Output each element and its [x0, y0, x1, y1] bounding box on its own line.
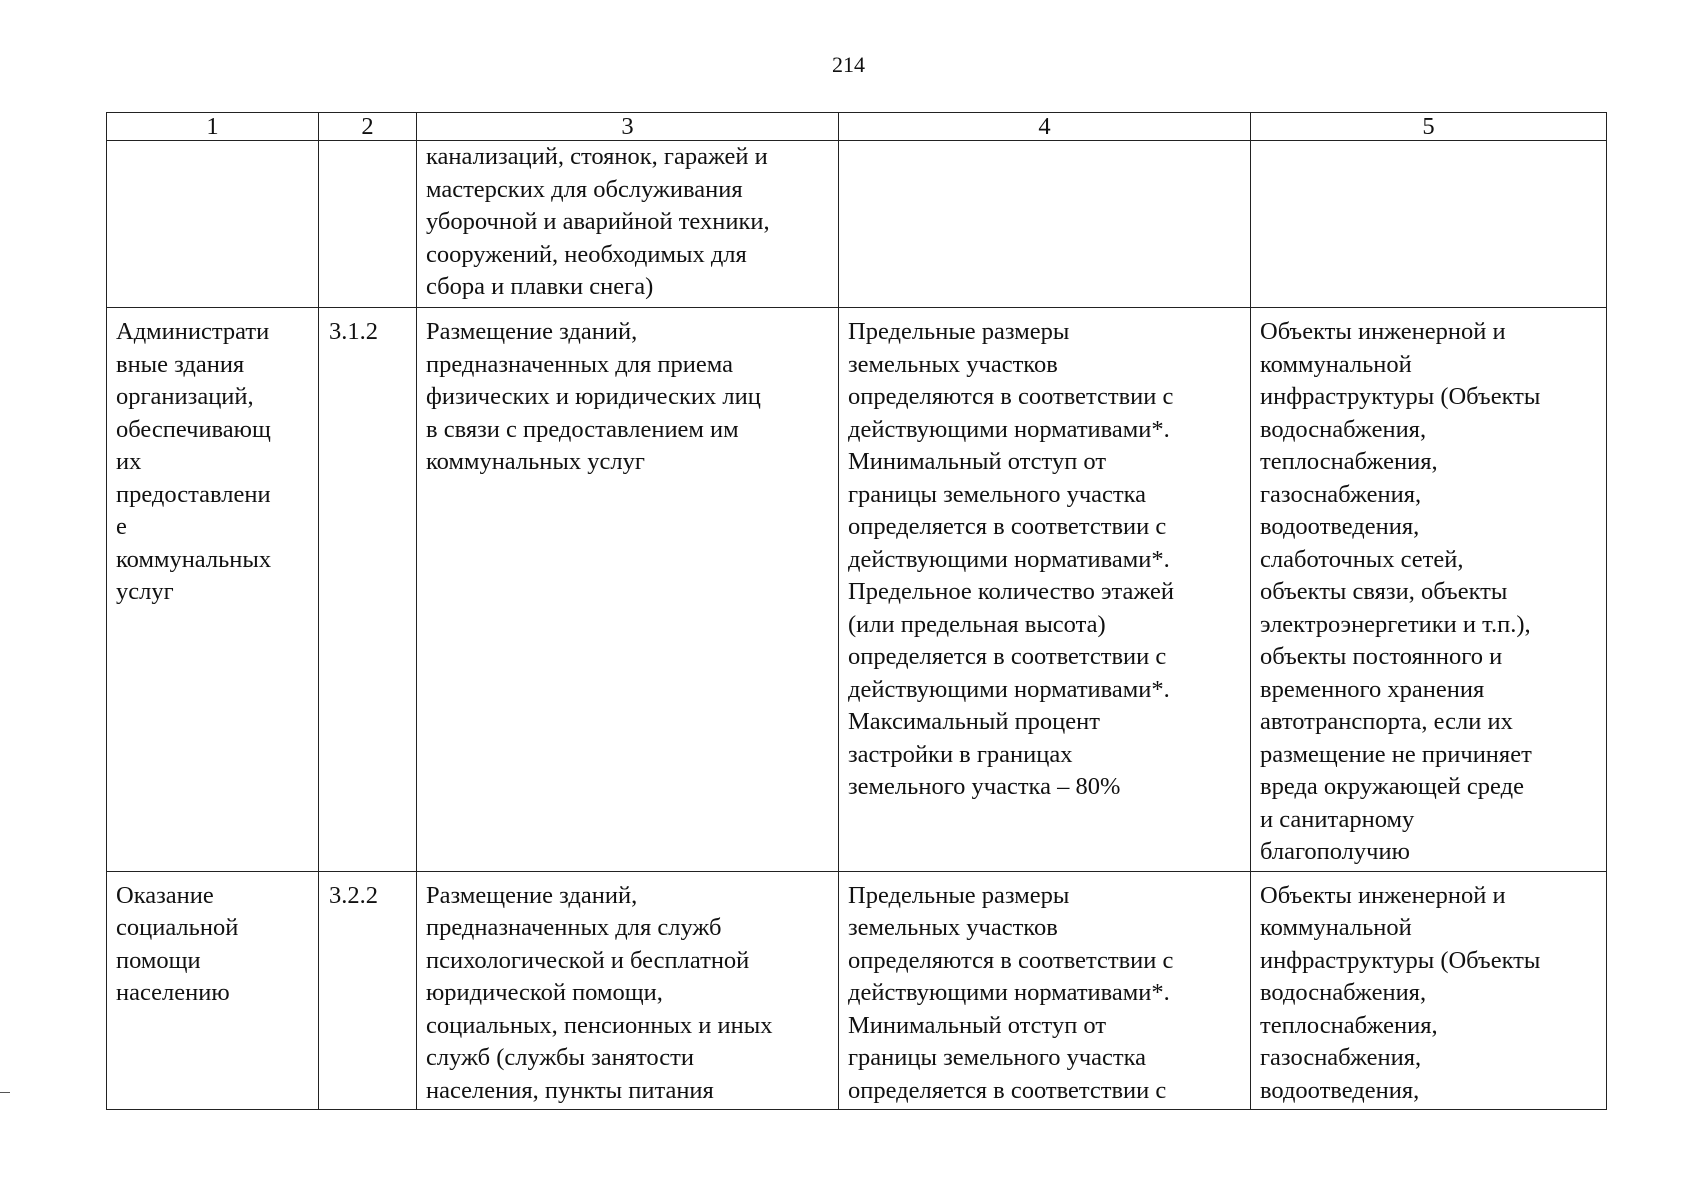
cell-text-line: действующими нормативами*. — [848, 979, 1170, 1006]
ancillary-uses-cell — [1251, 141, 1607, 308]
header-col-3: 3 — [417, 113, 839, 141]
table-row — [107, 308, 1607, 872]
cell-text-line: определяется в соответствии с — [848, 513, 1167, 540]
cell-text-line: слаботочных сетей, — [1260, 545, 1464, 573]
cell-text-line: размещение не причиняет — [1260, 740, 1532, 768]
cell-text-line: водоотведения, — [1260, 1076, 1420, 1104]
table-row — [107, 141, 1607, 308]
cell-text-line: населения, пункты питания — [426, 1076, 714, 1104]
cell-text-line: инфраструктуры (Объекты — [1260, 946, 1541, 974]
cell-text-line: водоотведения, — [1260, 513, 1420, 540]
cell-text-line: (или предельная высота) — [848, 610, 1106, 638]
cell-text-line: определяются в соответствии с — [848, 383, 1174, 410]
cell-text-line: социальной — [116, 914, 239, 941]
cell-text-line: объекты связи, объекты — [1260, 578, 1508, 605]
cell-text-line: временного хранения — [1260, 675, 1485, 703]
parameters-cell — [839, 871, 1251, 1110]
cell-text-line: Предельные размеры — [848, 881, 1070, 909]
header-col-5: 5 — [1251, 113, 1607, 141]
cell-text-line: психологической и бесплатной — [426, 946, 750, 974]
use-code-cell — [319, 141, 417, 308]
header-col-2: 2 — [319, 113, 417, 141]
zoning-table — [106, 112, 1607, 1110]
cell-text-line: предназначенных для служб — [426, 914, 722, 941]
cell-text-line: организаций, — [116, 383, 254, 410]
table-row — [107, 871, 1607, 1110]
cell-text-line: Размещение зданий, — [426, 881, 638, 909]
cell-text-line: е — [116, 513, 127, 540]
cell-text-line: и санитарному — [1260, 805, 1415, 833]
use-description-cell — [417, 871, 839, 1110]
cell-text-line: определяются в соответствии с — [848, 946, 1174, 974]
cell-text-line: действующими нормативами*. — [848, 675, 1170, 703]
cell-text-line: Предельное количество этажей — [848, 578, 1174, 605]
cell-text-line: границы земельного участка — [848, 1044, 1147, 1071]
cell-text-line: объекты постоянного и — [1260, 643, 1503, 670]
cell-text-line: действующими нормативами*. — [848, 415, 1170, 443]
cell-text-line: помощи — [116, 946, 201, 974]
cell-text-line: водоснабжения, — [1260, 415, 1427, 443]
cell-text-line: канализаций, стоянок, гаражей и — [426, 143, 768, 170]
cell-text-line: Предельные размеры — [848, 318, 1070, 345]
cell-text-line: услуг — [116, 578, 174, 605]
cell-text-line: благополучию — [1260, 838, 1410, 865]
cell-text-line: Администрати — [116, 318, 270, 345]
cell-text-line: Объекты инженерной и — [1260, 318, 1506, 345]
cell-text-line: земельных участков — [848, 914, 1058, 941]
table-header-row — [107, 113, 1607, 141]
cell-text-line: вные здания — [116, 350, 245, 378]
cell-text-line: теплоснабжения, — [1260, 448, 1438, 475]
ancillary-uses-cell — [1251, 871, 1607, 1110]
cell-text-line: служб (службы занятости — [426, 1044, 694, 1071]
parameters-cell — [839, 141, 1251, 308]
scan-margin-mark — [0, 1092, 10, 1093]
cell-text-line: Максимальный процент — [848, 708, 1100, 735]
cell-text-line: определяется в соответствии с — [848, 643, 1167, 670]
header-col-1: 1 — [107, 113, 319, 141]
use-name-cell — [107, 141, 319, 308]
cell-text-line: коммунальной — [1260, 350, 1412, 378]
cell-text-line: застройки в границах — [848, 740, 1073, 768]
cell-text-line: коммунальных услуг — [426, 448, 645, 475]
cell-text-line: сбора и плавки снега) — [426, 273, 654, 300]
use-description-cell — [417, 141, 839, 308]
cell-text-line: юридической помощи, — [426, 979, 663, 1006]
cell-text-line: действующими нормативами*. — [848, 545, 1170, 573]
cell-text-line: социальных, пенсионных и иных — [426, 1011, 773, 1039]
cell-text-line: в связи с предоставлением им — [426, 415, 739, 443]
cell-text-line: обеспечивающ — [116, 415, 271, 443]
cell-text-line: определяется в соответствии с — [848, 1076, 1167, 1104]
use-code-cell: 3.1.2 — [319, 308, 417, 872]
cell-text-line: уборочной и аварийной техники, — [426, 208, 770, 235]
cell-text-line: коммунальных — [116, 545, 272, 573]
cell-text-line: земельного участка – 80% — [848, 773, 1121, 800]
ancillary-uses-cell — [1251, 308, 1607, 872]
cell-text-line: электроэнергетики и т.п.), — [1260, 610, 1531, 638]
cell-text-line: автотранспорта, если их — [1260, 708, 1513, 735]
cell-text-line: мастерских для обслуживания — [426, 175, 743, 203]
cell-text-line: границы земельного участка — [848, 480, 1147, 508]
cell-text-line: вреда окружающей среде — [1260, 773, 1524, 800]
cell-text-line: газоснабжения, — [1260, 480, 1422, 508]
cell-text-line: водоснабжения, — [1260, 979, 1427, 1006]
cell-text-line: теплоснабжения, — [1260, 1011, 1438, 1039]
page-number: 214 — [832, 52, 865, 77]
cell-text-line: Минимальный отступ от — [848, 1011, 1107, 1039]
use-name-cell — [107, 308, 319, 872]
use-code-cell: 3.2.2 — [319, 871, 417, 1110]
cell-text-line: земельных участков — [848, 350, 1058, 378]
cell-text-line: газоснабжения, — [1260, 1044, 1422, 1071]
cell-text-line: физических и юридических лиц — [426, 383, 761, 410]
cell-text-line: Размещение зданий, — [426, 318, 638, 345]
header-col-4: 4 — [839, 113, 1251, 141]
cell-text-line: коммунальной — [1260, 914, 1412, 941]
cell-text-line: Оказание — [116, 881, 214, 909]
cell-text-line: Минимальный отступ от — [848, 448, 1107, 475]
cell-text-line: Объекты инженерной и — [1260, 881, 1506, 909]
use-description-cell — [417, 308, 839, 872]
cell-text-line: их — [116, 448, 142, 475]
cell-text-line: предоставлени — [116, 480, 271, 508]
use-name-cell — [107, 871, 319, 1110]
cell-text-line: населению — [116, 979, 230, 1006]
cell-text-line: инфраструктуры (Объекты — [1260, 383, 1541, 410]
parameters-cell — [839, 308, 1251, 872]
cell-text-line: сооружений, необходимых для — [426, 240, 747, 268]
cell-text-line: предназначенных для приема — [426, 350, 733, 378]
